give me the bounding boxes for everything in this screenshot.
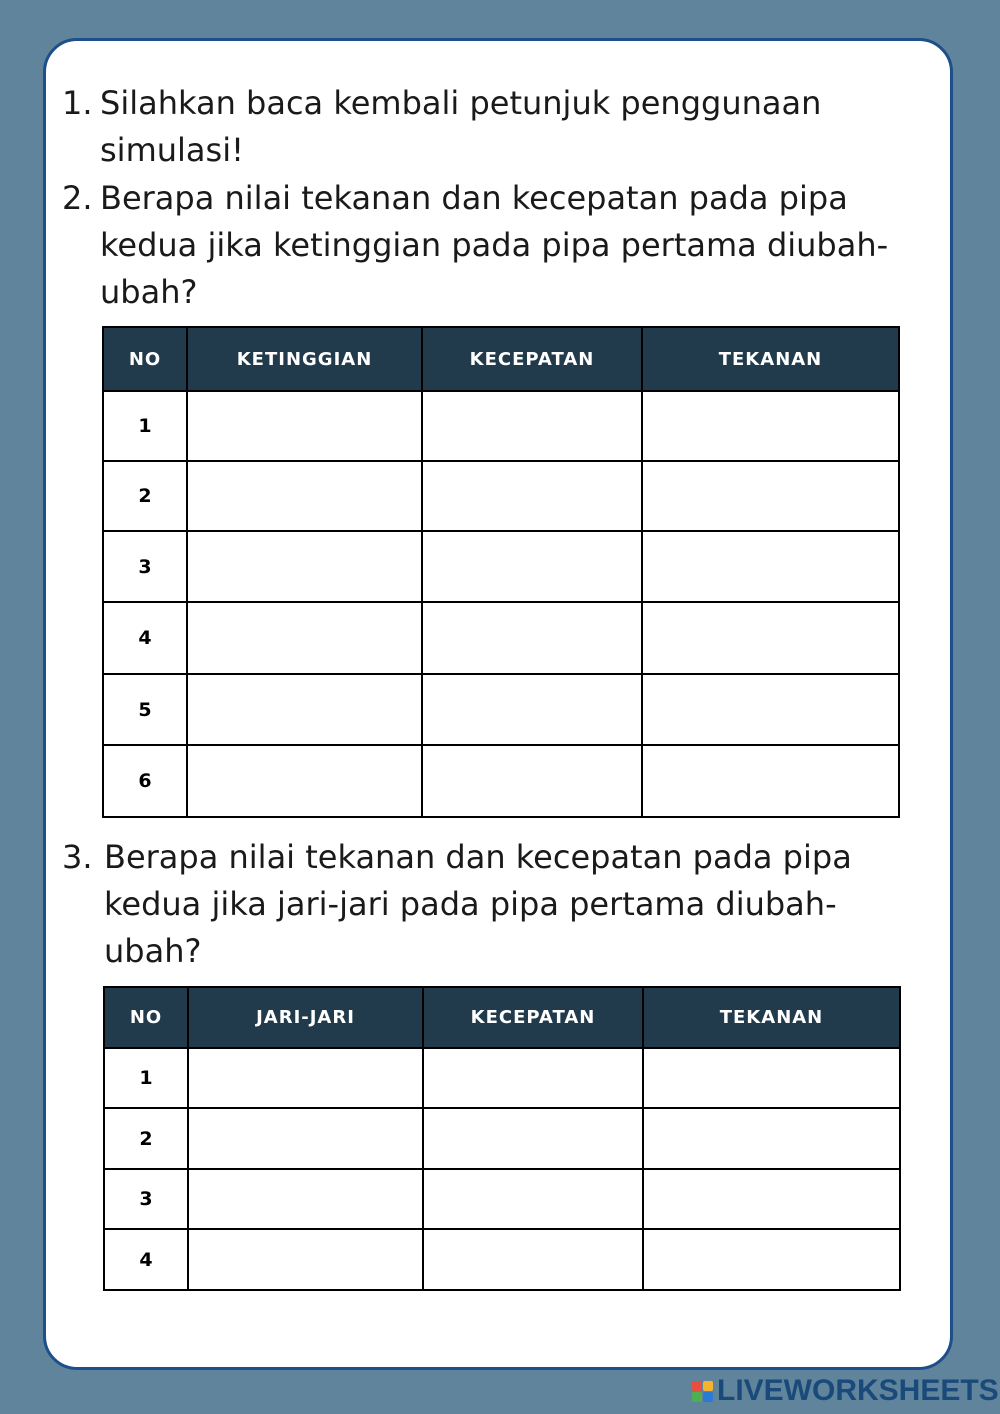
table-row <box>103 461 899 531</box>
row-number: 2 <box>103 461 187 531</box>
liveworksheets-logo <box>692 1374 999 1408</box>
kecepatan-cell[interactable] <box>422 531 642 602</box>
tekanan-cell[interactable] <box>643 1169 900 1229</box>
table-row <box>103 391 899 461</box>
table-row <box>103 674 899 745</box>
row-number: 3 <box>103 531 187 602</box>
table-row <box>103 531 899 602</box>
row-number: 5 <box>103 674 187 745</box>
header-kecepatan: KECEPATAN <box>423 987 643 1048</box>
kecepatan-cell[interactable] <box>422 745 642 817</box>
table-jari-jari <box>103 986 901 1291</box>
header-jari-jari: JARI-JARI <box>188 987 423 1048</box>
tekanan-cell[interactable] <box>642 391 899 461</box>
row-number: 1 <box>104 1048 188 1108</box>
header-tekanan: TEKANAN <box>642 327 899 391</box>
kecepatan-cell[interactable] <box>422 674 642 745</box>
question-1-text: Silahkan baca kembali petunjuk penggunaan simulasi! <box>100 84 822 169</box>
table-row <box>103 602 899 674</box>
row-number: 1 <box>103 391 187 461</box>
tekanan-cell[interactable] <box>642 461 899 531</box>
ketinggian-cell[interactable] <box>187 531 422 602</box>
table-row <box>104 1048 900 1108</box>
table-row <box>103 745 899 817</box>
ketinggian-cell[interactable] <box>187 602 422 674</box>
kecepatan-cell[interactable] <box>423 1108 643 1169</box>
question-2-number: 2. <box>62 179 93 217</box>
tekanan-cell[interactable] <box>642 674 899 745</box>
tekanan-cell[interactable] <box>643 1048 900 1108</box>
header-tekanan: TEKANAN <box>643 987 900 1048</box>
question-3-text: Berapa nilai tekanan dan kecepatan pada pipa kedua jika jari-jari pada pipa pertama diubah-ubah? <box>104 838 852 970</box>
row-number: 6 <box>103 745 187 817</box>
kecepatan-cell[interactable] <box>423 1169 643 1229</box>
tekanan-cell[interactable] <box>643 1108 900 1169</box>
row-number: 4 <box>104 1229 188 1290</box>
kecepatan-cell[interactable] <box>422 461 642 531</box>
row-number: 2 <box>104 1108 188 1169</box>
ketinggian-cell[interactable] <box>187 391 422 461</box>
question-1-number: 1. <box>62 84 93 122</box>
ketinggian-cell[interactable] <box>187 745 422 817</box>
ketinggian-cell[interactable] <box>187 461 422 531</box>
question-3 <box>62 834 862 975</box>
jari-jari-cell[interactable] <box>188 1229 423 1290</box>
tekanan-cell[interactable] <box>643 1229 900 1290</box>
header-no: NO <box>103 327 187 391</box>
table-row <box>104 1169 900 1229</box>
question-2-text: Berapa nilai tekanan dan kecepatan pada pipa kedua jika ketinggian pada pipa pertama diubah-ubah? <box>100 179 889 311</box>
ketinggian-cell[interactable] <box>187 674 422 745</box>
header-ketinggian: KETINGGIAN <box>187 327 422 391</box>
logo-text: LIVEWORKSHEETS <box>717 1374 999 1407</box>
table-row <box>104 1108 900 1169</box>
row-number: 3 <box>104 1169 188 1229</box>
kecepatan-cell[interactable] <box>422 602 642 674</box>
tekanan-cell[interactable] <box>642 745 899 817</box>
tekanan-cell[interactable] <box>642 531 899 602</box>
logo-squares-icon <box>692 1381 713 1402</box>
header-no: NO <box>104 987 188 1048</box>
kecepatan-cell[interactable] <box>423 1229 643 1290</box>
tekanan-cell[interactable] <box>642 602 899 674</box>
kecepatan-cell[interactable] <box>423 1048 643 1108</box>
jari-jari-cell[interactable] <box>188 1108 423 1169</box>
table-row <box>104 1229 900 1290</box>
table-ketinggian <box>102 326 900 818</box>
question-1 <box>62 80 852 174</box>
row-number: 4 <box>103 602 187 674</box>
kecepatan-cell[interactable] <box>422 391 642 461</box>
question-3-number: 3. <box>62 838 93 876</box>
header-kecepatan: KECEPATAN <box>422 327 642 391</box>
jari-jari-cell[interactable] <box>188 1048 423 1108</box>
question-2 <box>62 175 897 316</box>
jari-jari-cell[interactable] <box>188 1169 423 1229</box>
